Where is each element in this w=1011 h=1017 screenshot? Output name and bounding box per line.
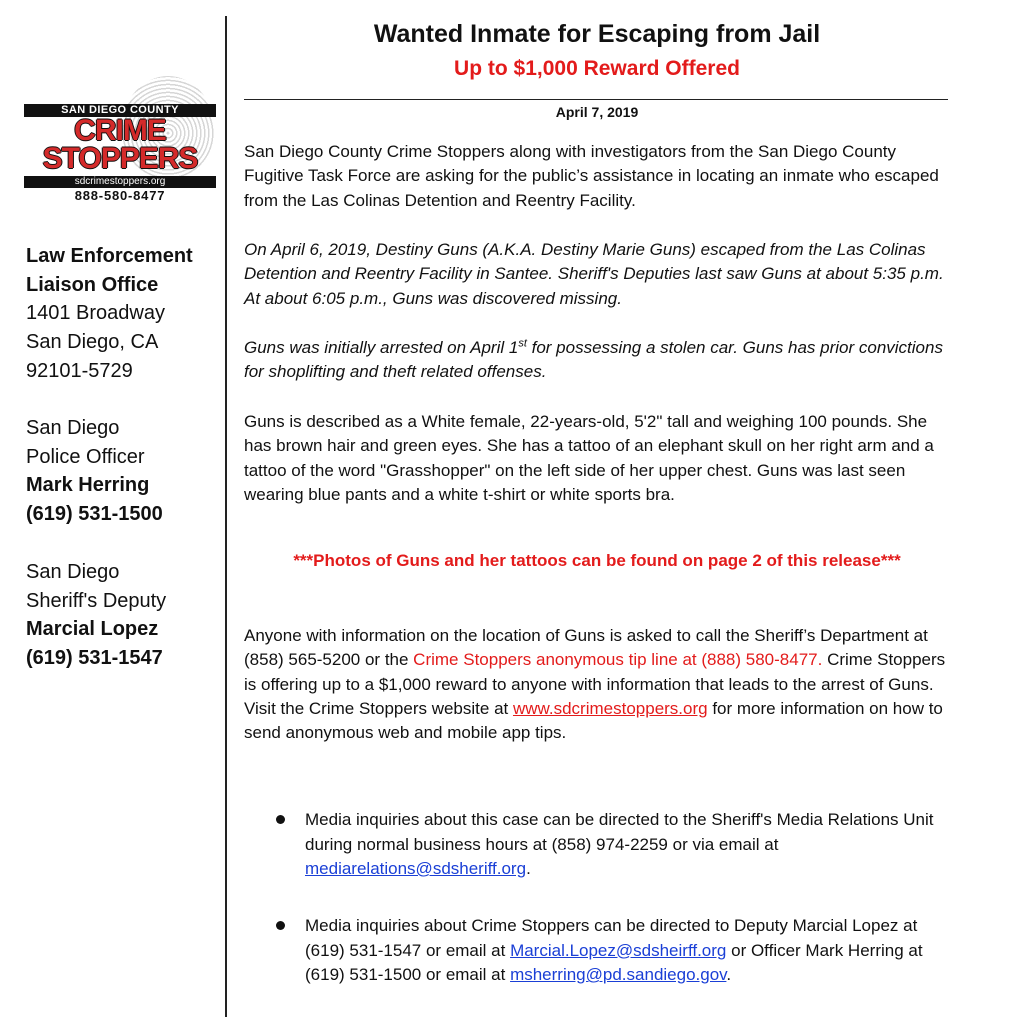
crime-stoppers-logo bbox=[24, 76, 218, 208]
mediarelations-email-link[interactable]: mediarelations@sdsheriff.org bbox=[305, 859, 527, 878]
page-title: Wanted Inmate for Escaping from Jail bbox=[373, 20, 821, 48]
tip-text-b: Crime Stoppers is offering up to a $1,000 reward to anyone with information that leads to the arrest of Guns. Visit the Crime Stoppers website at bbox=[244, 650, 946, 718]
arrest-text-start: Guns was initially arrested on April 1 bbox=[244, 338, 519, 357]
media-case-text: Media inquiries about this case can be directed to the Sheriff's Media Relations Unit during normal business hours at (858) 974-2259 or via email at bbox=[305, 810, 934, 854]
logo-url: sdcrimestoppers.org bbox=[24, 176, 216, 188]
release-date: April 7, 2019 bbox=[555, 104, 639, 120]
police-contact-line2: Police Officer bbox=[26, 445, 145, 468]
reward-subtitle: Up to $1,000 Reward Offered bbox=[454, 57, 740, 80]
logo-phone: 888-580-8477 bbox=[74, 188, 166, 203]
tip-paragraph bbox=[244, 624, 950, 745]
sidebar bbox=[0, 0, 226, 1017]
media-cs-end: . bbox=[726, 965, 732, 984]
address-city: San Diego, CA bbox=[26, 331, 159, 354]
logo-stoppers-word: STOPPERS bbox=[42, 142, 198, 175]
sheriff-contact-block bbox=[26, 558, 166, 673]
tip-text-c: for more information on how to send anonymous web and mobile app tips. bbox=[244, 698, 943, 743]
arrest-date-suffix: st bbox=[518, 337, 527, 350]
police-contact-phone: (619) 531-1500 bbox=[26, 503, 163, 526]
police-contact-name: Mark Herring bbox=[26, 474, 150, 497]
sheriff-contact-line1: San Diego bbox=[26, 561, 120, 583]
logo-county-label: SAN DIEGO COUNTY bbox=[24, 104, 216, 117]
crimestoppers-website-link[interactable]: www.sdcrimestoppers.org bbox=[512, 698, 708, 718]
intro-paragraph: San Diego County Crime Stoppers along with investigators from the San Diego County Fugitive Task Force are asking for the public’s assistance in locating an inmate who escaped from the Las Colinas Detention and Reentry Facility. bbox=[244, 142, 939, 210]
address-zip: 92101-5729 bbox=[26, 359, 133, 382]
tip-line-text: Crime Stoppers anonymous tip line at (888) 580-8477. bbox=[413, 650, 823, 670]
bullet-icon bbox=[276, 921, 285, 930]
sheriff-contact-phone: (619) 531-1547 bbox=[26, 647, 163, 670]
arrest-paragraph bbox=[244, 336, 950, 385]
description-paragraph: Guns is described as a White female, 22-years-old, 5'2" tall and weighing 100 pounds. She has brown hair and green eyes. She has a tattoo of an elephant skull on her right arm and a tattoo of the word "Grasshopper" on the left side of her upper chest. Guns was last seen wearing blue pants and a white t-shirt or white sports bra. bbox=[244, 412, 934, 504]
police-contact-line1: San Diego bbox=[26, 417, 120, 439]
lopez-email-link[interactable]: Marcial.Lopez@sdsheirff.org bbox=[510, 940, 727, 960]
arrest-text-end: for possessing a stolen car. Guns has prior convictions for shoplifting and theft related offenses. bbox=[244, 338, 943, 382]
police-contact-block bbox=[26, 414, 163, 529]
escape-paragraph: On April 6, 2019, Destiny Guns (A.K.A. Destiny Marie Guns) escaped from the Las Colinas Detention and Reentry Facility in Santee. Sheriff's Deputies last saw Guns at about 5:35 p.m. At about 6:05 p.m., Guns was discovered missing. bbox=[244, 240, 944, 308]
media-cs-text-b: or Officer Mark Herring at (619) 531-1500 or email at bbox=[305, 940, 923, 984]
tip-text-a: Anyone with information on the location of Guns is asked to call the Sheriff’s Department at (858) 565-5200 or the bbox=[244, 626, 928, 670]
media-inquiry-crimestoppers bbox=[305, 914, 953, 988]
header-divider bbox=[244, 99, 948, 100]
office-title-line2: Liaison Office bbox=[26, 273, 159, 296]
logo-crime-word: CRIME bbox=[74, 114, 166, 147]
herring-email-link[interactable]: msherring@pd.sandiego.gov bbox=[510, 965, 727, 984]
bullet-icon bbox=[276, 815, 285, 824]
media-cs-text-a: Media inquiries about Crime Stoppers can be directed to Deputy Marcial Lopez at (619) 531-1547 or email at bbox=[305, 916, 918, 960]
address-street: 1401 Broadway bbox=[26, 302, 165, 325]
media-inquiry-case bbox=[305, 808, 953, 882]
photos-notice: ***Photos of Guns and her tattoos can be found on page 2 of this release*** bbox=[293, 551, 901, 570]
vertical-divider bbox=[225, 16, 227, 1017]
office-address-block bbox=[26, 242, 193, 386]
sheriff-contact-line2: Sheriff's Deputy bbox=[26, 589, 167, 612]
media-case-end: . bbox=[526, 859, 531, 878]
office-title-line1: Law Enforcement bbox=[26, 245, 193, 267]
sheriff-contact-name: Marcial Lopez bbox=[26, 618, 159, 641]
